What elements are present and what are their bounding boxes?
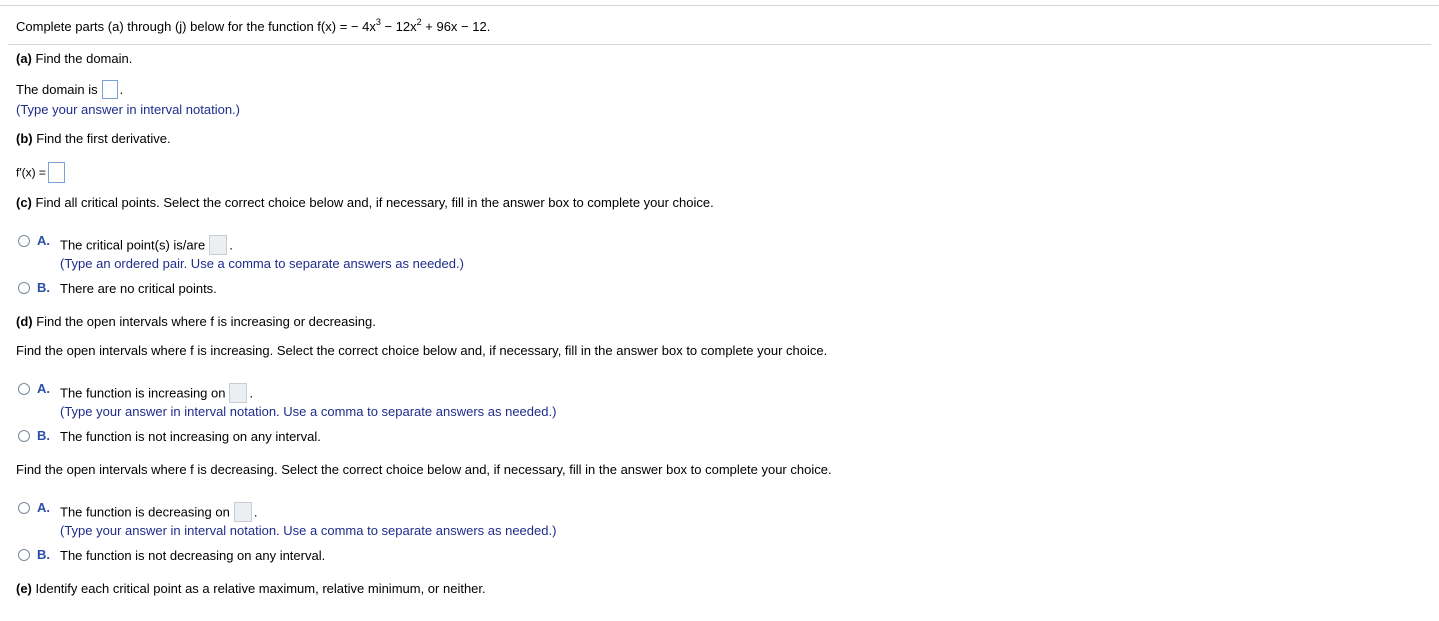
part-e-text: Identify each critical point as a relative maximum, relative minimum, or neither.	[31, 581, 486, 596]
part-e-heading	[16, 580, 486, 597]
increasing-option-b-text: The function is not increasing on any interval.	[60, 429, 321, 444]
part-d-label: (d)	[16, 314, 33, 329]
top-divider	[0, 5, 1439, 6]
part-d-text: Find the open intervals where f is increasing or decreasing.	[32, 314, 376, 329]
critical-option-a-text: The critical point(s) is/are	[60, 237, 206, 253]
decreasing-option-a-text: The function is decreasing on	[60, 504, 230, 520]
decreasing-answer-box[interactable]	[234, 502, 252, 522]
part-c-heading	[16, 194, 714, 211]
decreasing-option-b-radio[interactable]	[18, 549, 30, 561]
decreasing-option-a-radio[interactable]	[18, 502, 30, 514]
increasing-option-b-letter: B.	[37, 428, 50, 443]
critical-option-a-hint: (Type an ordered pair. Use a comma to separate answers as needed.)	[60, 256, 464, 271]
header-exp2: 2	[416, 17, 422, 27]
domain-answer-box[interactable]	[102, 80, 118, 99]
header-suffix: + 96x − 12.	[421, 19, 491, 34]
question-header	[16, 19, 490, 34]
increasing-option-a-period: .	[249, 385, 254, 401]
part-b-text: Find the first derivative.	[32, 131, 171, 146]
increasing-option-b-radio[interactable]	[18, 430, 30, 442]
part-c-text: Find all critical points. Select the correct choice below and, if necessary, fill in the answer box to complete your choice.	[31, 195, 714, 210]
critical-option-a-letter: A.	[37, 233, 50, 248]
derivative-prompt-row	[16, 163, 67, 184]
header-divider	[8, 44, 1431, 45]
part-e-label: (e)	[16, 581, 32, 596]
part-d-heading	[16, 313, 376, 330]
part-a-text: Find the domain.	[31, 51, 133, 66]
increasing-option-a-text: The function is increasing on	[60, 385, 226, 401]
part-c-label: (c)	[16, 195, 32, 210]
increasing-answer-box[interactable]	[229, 383, 247, 403]
header-prefix: Complete parts (a) through (j) below for the function f(x) = − 4x	[16, 19, 376, 34]
decreasing-option-b-text: The function is not decreasing on any interval.	[60, 548, 326, 563]
increasing-option-a-hint: (Type your answer in interval notation. Use a comma to separate answers as needed.)	[60, 404, 557, 419]
domain-prompt-row	[16, 81, 123, 100]
critical-points-answer-box[interactable]	[209, 235, 227, 255]
decreasing-option-a-letter: A.	[37, 500, 50, 515]
part-a-heading	[16, 50, 132, 67]
domain-prompt: The domain is	[16, 82, 98, 97]
decreasing-instruction: Find the open intervals where f is decreasing. Select the correct choice below and, if necessary, fill in the answer box to complete your choice.	[16, 462, 832, 477]
header-exp1: 3	[375, 17, 381, 27]
increasing-instruction: Find the open intervals where f is increasing. Select the correct choice below and, if necessary, fill in the answer box to complete your choice.	[16, 343, 828, 358]
derivative-answer-box[interactable]	[48, 162, 65, 183]
decreasing-option-a-period: .	[253, 504, 258, 520]
part-a-label: (a)	[16, 51, 32, 66]
critical-option-b-letter: B.	[37, 280, 50, 295]
derivative-prompt: f′(x) =	[16, 165, 46, 180]
increasing-option-a-radio[interactable]	[18, 383, 30, 395]
decreasing-option-a-hint: (Type your answer in interval notation. Use a comma to separate answers as needed.)	[60, 523, 557, 538]
part-b-heading	[16, 130, 171, 147]
critical-option-a-radio[interactable]	[18, 235, 30, 247]
critical-option-a-period: .	[229, 237, 233, 253]
increasing-option-a-row	[60, 384, 253, 404]
critical-option-b-radio[interactable]	[18, 282, 30, 294]
decreasing-option-b-letter: B.	[37, 547, 50, 562]
decreasing-option-a-row	[60, 503, 257, 523]
part-b-label: (b)	[16, 131, 33, 146]
domain-period: .	[119, 82, 124, 97]
increasing-option-a-letter: A.	[37, 381, 50, 396]
header-mid: − 12x	[380, 19, 417, 34]
domain-hint: (Type your answer in interval notation.)	[16, 102, 240, 117]
critical-option-b-text: There are no critical points.	[60, 281, 217, 296]
critical-option-a-row	[60, 236, 233, 256]
